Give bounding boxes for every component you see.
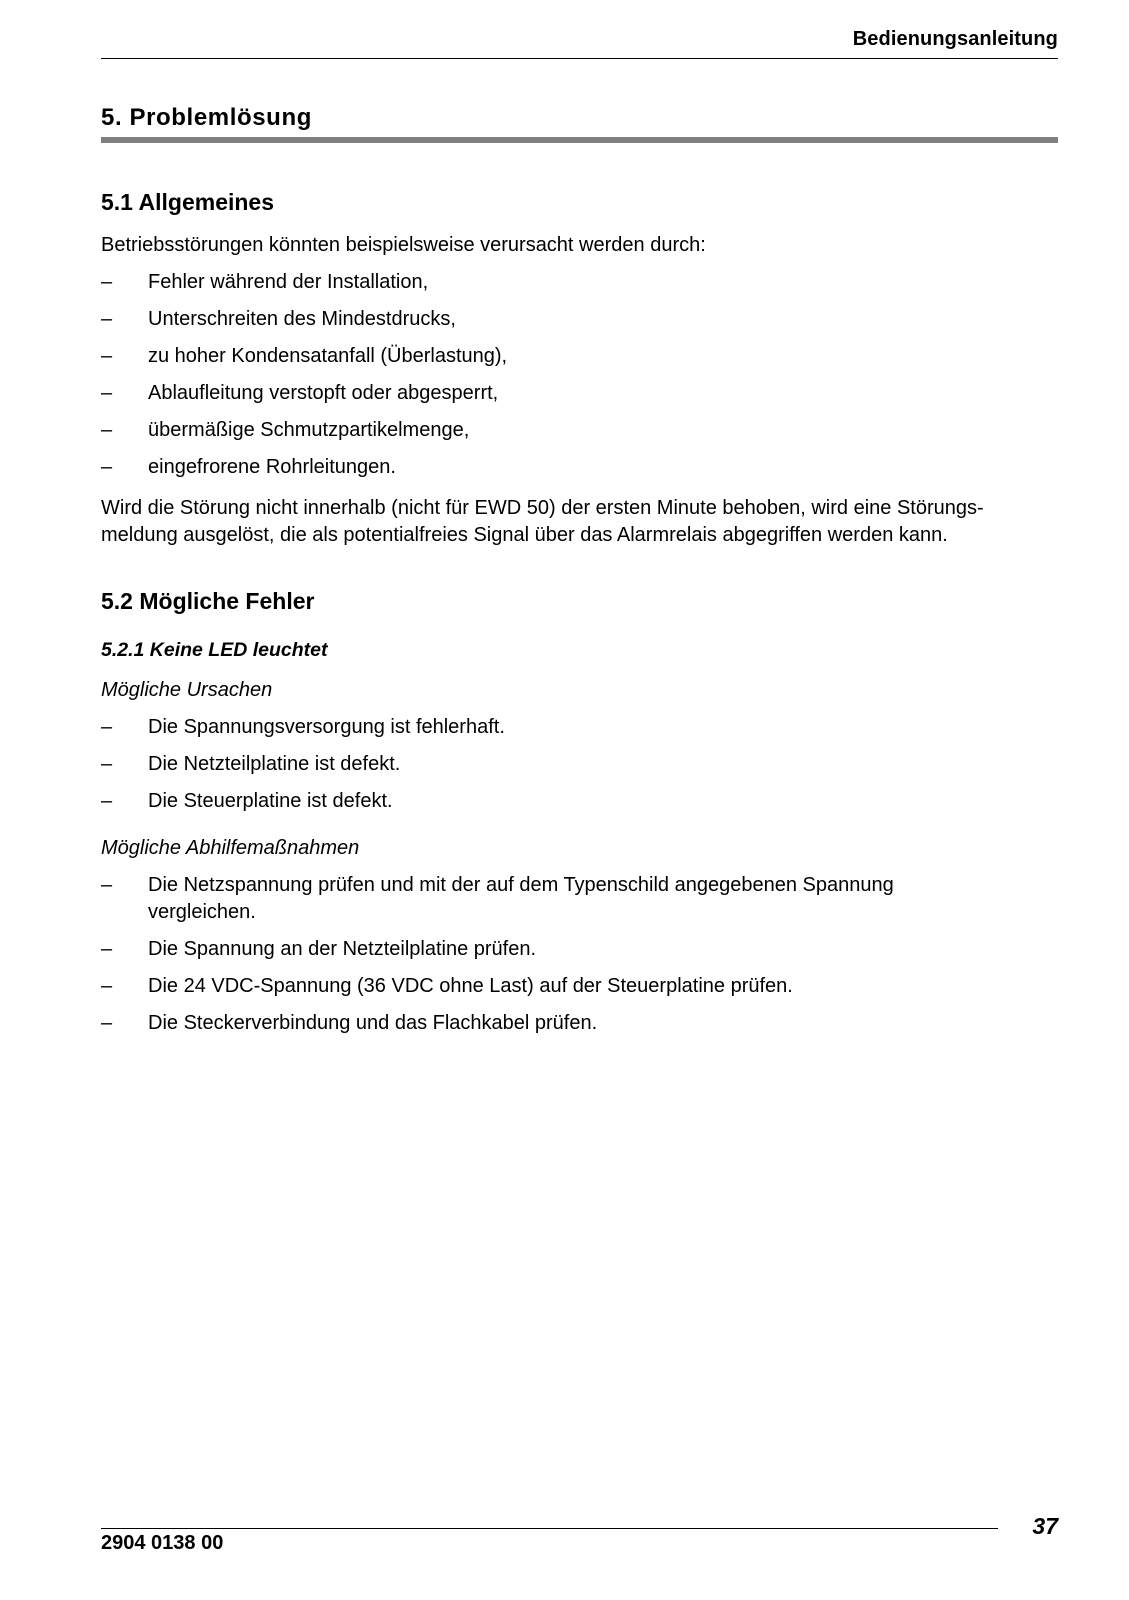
document-number: 2904 0138 00 bbox=[101, 1532, 224, 1554]
section-title-5-1: 5.1 Allgemeines bbox=[101, 189, 275, 215]
page-content bbox=[101, 188, 1061, 1037]
dash-bullet: – bbox=[101, 345, 113, 367]
section-title-5-2: 5.2 Mögliche Fehler bbox=[101, 588, 315, 614]
list-item: – Die Steuerplatine ist defekt. bbox=[101, 788, 1061, 815]
causes-label: Mögliche Ursachen bbox=[101, 679, 273, 701]
dash-bullet: – bbox=[101, 753, 113, 775]
closing-line-1: Wird die Störung nicht innerhalb (nicht für EWD 50) der ersten Minute behoben, wird eine Störungs- bbox=[101, 497, 984, 519]
list-item: – Die Spannungsversorgung ist fehlerhaft. bbox=[101, 714, 1061, 741]
list-item: – Fehler während der Installation, bbox=[101, 269, 1061, 296]
possible-causes-list bbox=[101, 714, 1061, 815]
dash-bullet: – bbox=[101, 382, 113, 404]
dash-bullet: – bbox=[101, 271, 113, 293]
footer-rule bbox=[101, 1528, 998, 1529]
subsection-title-5-2-1: 5.2.1 Keine LED leuchtet bbox=[101, 639, 328, 661]
list-item: – Unterschreiten des Mindestdrucks, bbox=[101, 306, 1061, 333]
list-item: – zu hoher Kondensatanfall (Überlastung), bbox=[101, 343, 1061, 370]
list-item: – Die Steckerverbindung und das Flachkabel prüfen. bbox=[101, 1010, 1061, 1037]
dash-bullet: – bbox=[101, 790, 113, 812]
dash-bullet: – bbox=[101, 716, 113, 738]
fault-causes-list bbox=[101, 269, 1061, 481]
running-header-title: Bedienungsanleitung bbox=[852, 28, 1058, 50]
chapter-title: 5. Problemlösung bbox=[101, 104, 312, 131]
dash-bullet: – bbox=[101, 308, 113, 330]
dash-bullet: – bbox=[101, 456, 113, 478]
header-rule bbox=[101, 58, 1058, 59]
page-number: 37 bbox=[1032, 1513, 1058, 1539]
dash-bullet: – bbox=[101, 938, 113, 960]
list-item: – eingefrorene Rohrleitungen. bbox=[101, 454, 1061, 481]
section-5-1-closing bbox=[101, 495, 1061, 549]
dash-bullet: – bbox=[101, 975, 113, 997]
list-item: – Die Spannung an der Netzteilplatine prüfen. bbox=[101, 936, 1061, 963]
dash-bullet: – bbox=[101, 419, 113, 441]
list-item: – Die Netzspannung prüfen und mit der auf dem Typenschild angegebenen Spannung vergleichen. bbox=[101, 874, 894, 923]
remedies-list bbox=[101, 872, 1061, 1037]
list-item: – Die 24 VDC-Spannung (36 VDC ohne Last) auf der Steuerplatine prüfen. bbox=[101, 973, 1061, 1000]
section-5-1-intro: Betriebsstörungen könnten beispielsweise verursacht werden durch: bbox=[101, 234, 706, 256]
list-item: – Ablaufleitung verstopft oder abgesperrt, bbox=[101, 380, 1061, 407]
list-item: – Die Netzteilplatine ist defekt. bbox=[101, 751, 1061, 778]
dash-bullet: – bbox=[101, 874, 113, 896]
chapter-underline-bar bbox=[101, 137, 1058, 143]
list-item: – übermäßige Schmutzpartikelmenge, bbox=[101, 417, 1061, 444]
dash-bullet: – bbox=[101, 1012, 113, 1034]
closing-line-2: meldung ausgelöst, die als potentialfreies Signal über das Alarmrelais abgegriffen werden kann. bbox=[101, 524, 948, 546]
remedies-label: Mögliche Abhilfemaßnahmen bbox=[101, 837, 360, 859]
